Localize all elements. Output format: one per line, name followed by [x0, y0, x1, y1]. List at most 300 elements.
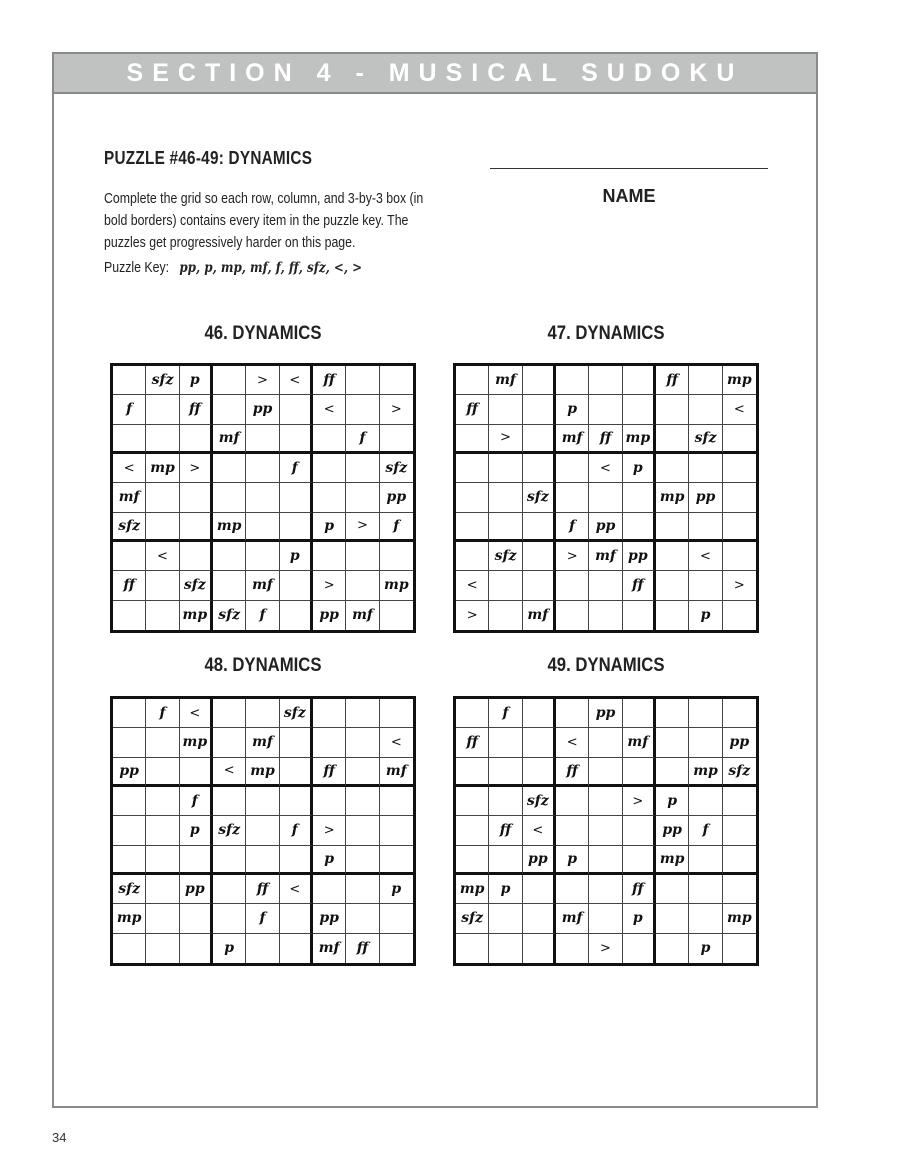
sudoku-cell[interactable]	[656, 904, 689, 933]
sudoku-cell[interactable]	[146, 483, 179, 512]
sudoku-cell[interactable]	[689, 904, 722, 933]
sudoku-cell: ff	[180, 395, 213, 424]
sudoku-cell: >	[346, 513, 379, 542]
sudoku-cell: ff	[623, 571, 656, 600]
sudoku-cell: sfz	[113, 513, 146, 542]
puzzle-title: PUZZLE #46-49: DYNAMICS	[104, 148, 313, 168]
sudoku-cell[interactable]	[656, 699, 689, 728]
sudoku-cell: pp	[723, 728, 756, 757]
sudoku-cell[interactable]	[313, 699, 346, 728]
sudoku-cell[interactable]	[556, 454, 589, 483]
sudoku-cell[interactable]	[346, 904, 379, 933]
sudoku-cell[interactable]	[180, 425, 213, 454]
sudoku-cell[interactable]	[523, 454, 556, 483]
sudoku-cell[interactable]	[523, 699, 556, 728]
sudoku-cell[interactable]	[146, 395, 179, 424]
sudoku-cell[interactable]	[623, 699, 656, 728]
sudoku-cell: p	[556, 395, 589, 424]
sudoku-cell[interactable]	[313, 728, 346, 757]
sudoku-cell: mp	[723, 366, 756, 395]
sudoku-cell: sfz	[723, 758, 756, 787]
sudoku-cell: pp	[589, 699, 622, 728]
sudoku-cell: p	[689, 934, 722, 963]
sudoku-cell[interactable]	[213, 875, 246, 904]
sudoku-cell: ff	[346, 934, 379, 963]
sudoku-cell[interactable]	[689, 571, 722, 600]
sudoku-cell[interactable]	[113, 425, 146, 454]
sudoku-cell[interactable]	[456, 513, 489, 542]
sudoku-cell[interactable]	[246, 483, 279, 512]
sudoku-cell[interactable]	[346, 846, 379, 875]
sudoku-cell: <	[313, 395, 346, 424]
sudoku-cell[interactable]	[623, 395, 656, 424]
sudoku-cell[interactable]	[213, 366, 246, 395]
sudoku-cell[interactable]	[589, 571, 622, 600]
sudoku-cell[interactable]	[213, 571, 246, 600]
sudoku-cell[interactable]	[213, 483, 246, 512]
sudoku-cell[interactable]	[623, 846, 656, 875]
sudoku-cell[interactable]	[213, 454, 246, 483]
sudoku-cell[interactable]	[589, 875, 622, 904]
instructions-text: Complete the grid so each row, column, and 3-by-3 box (in bold borders) contains every item in the puzzle key. The puzzles get progressively harder on this page.	[104, 191, 424, 251]
sudoku-cell[interactable]	[346, 366, 379, 395]
sudoku-cell[interactable]	[489, 934, 522, 963]
sudoku-cell[interactable]	[689, 366, 722, 395]
sudoku-cell[interactable]	[523, 513, 556, 542]
sudoku-cell[interactable]	[656, 601, 689, 630]
sudoku-cell: sfz	[280, 699, 313, 728]
sudoku-cell[interactable]	[146, 758, 179, 787]
sudoku-cell: mp	[113, 904, 146, 933]
sudoku-cell[interactable]	[589, 366, 622, 395]
sudoku-cell[interactable]	[346, 395, 379, 424]
sudoku-cell: f	[346, 425, 379, 454]
sudoku-cell[interactable]	[313, 483, 346, 512]
sudoku-cell: mf	[246, 571, 279, 600]
sudoku-cell: >	[180, 454, 213, 483]
sudoku-cell[interactable]	[723, 875, 756, 904]
sudoku-cell[interactable]	[489, 787, 522, 816]
sudoku-cell: pp	[380, 483, 413, 512]
sudoku-cell[interactable]	[246, 425, 279, 454]
sudoku-cell[interactable]	[113, 934, 146, 963]
sudoku-cell[interactable]	[523, 366, 556, 395]
sudoku-cell[interactable]	[346, 483, 379, 512]
sudoku-cell[interactable]	[723, 542, 756, 571]
sudoku-cell: >	[380, 395, 413, 424]
sudoku-cell[interactable]	[456, 542, 489, 571]
sudoku-cell: ff	[556, 758, 589, 787]
sudoku-cell: >	[589, 934, 622, 963]
sudoku-cell: pp	[589, 513, 622, 542]
sudoku-cell[interactable]	[213, 699, 246, 728]
sudoku-cell[interactable]	[213, 846, 246, 875]
sudoku-cell: ff	[313, 758, 346, 787]
sudoku-cell[interactable]	[723, 483, 756, 512]
sudoku-cell: mp	[623, 425, 656, 454]
sudoku-cell[interactable]	[280, 934, 313, 963]
sudoku-cell[interactable]	[380, 601, 413, 630]
sudoku-cell[interactable]	[246, 816, 279, 845]
sudoku-cell[interactable]	[313, 542, 346, 571]
sudoku-cell[interactable]	[346, 758, 379, 787]
sudoku-cell[interactable]	[180, 542, 213, 571]
sudoku-cell: mf	[113, 483, 146, 512]
sudoku-cell[interactable]	[113, 542, 146, 571]
name-input-line[interactable]	[490, 168, 768, 169]
sudoku-cell[interactable]	[346, 728, 379, 757]
sudoku-cell[interactable]	[689, 728, 722, 757]
sudoku-cell[interactable]	[689, 846, 722, 875]
sudoku-cell[interactable]	[280, 425, 313, 454]
sudoku-cell[interactable]	[346, 571, 379, 600]
sudoku-cell[interactable]	[656, 513, 689, 542]
sudoku-cell[interactable]	[380, 846, 413, 875]
sudoku-cell[interactable]	[280, 513, 313, 542]
sudoku-cell[interactable]	[656, 934, 689, 963]
sudoku-cell: f	[689, 816, 722, 845]
sudoku-cell[interactable]	[146, 425, 179, 454]
sudoku-cell[interactable]	[556, 934, 589, 963]
sudoku-cell[interactable]	[489, 846, 522, 875]
puzzle-46-grid	[110, 363, 416, 633]
sudoku-cell[interactable]	[280, 601, 313, 630]
sudoku-cell[interactable]	[656, 875, 689, 904]
sudoku-cell: mf	[213, 425, 246, 454]
sudoku-cell: sfz	[113, 875, 146, 904]
sudoku-cell[interactable]	[180, 904, 213, 933]
sudoku-cell[interactable]	[723, 816, 756, 845]
sudoku-cell: <	[723, 395, 756, 424]
puzzle-49-grid	[453, 696, 759, 966]
sudoku-cell: <	[456, 571, 489, 600]
sudoku-cell[interactable]	[246, 513, 279, 542]
sudoku-cell: pp	[246, 395, 279, 424]
sudoku-cell[interactable]	[523, 934, 556, 963]
sudoku-cell[interactable]	[380, 934, 413, 963]
sudoku-cell[interactable]	[113, 601, 146, 630]
sudoku-cell: mf	[346, 601, 379, 630]
sudoku-cell: f	[180, 787, 213, 816]
sudoku-cell[interactable]	[589, 395, 622, 424]
sudoku-cell[interactable]	[489, 454, 522, 483]
sudoku-cell[interactable]	[280, 483, 313, 512]
sudoku-cell[interactable]	[589, 758, 622, 787]
sudoku-cell[interactable]	[589, 816, 622, 845]
sudoku-cell: pp	[180, 875, 213, 904]
sudoku-cell[interactable]	[246, 846, 279, 875]
sudoku-cell[interactable]	[489, 904, 522, 933]
sudoku-cell[interactable]	[623, 816, 656, 845]
sudoku-cell[interactable]	[456, 758, 489, 787]
sudoku-cell[interactable]	[213, 787, 246, 816]
sudoku-cell[interactable]	[246, 934, 279, 963]
sudoku-cell[interactable]	[380, 816, 413, 845]
sudoku-cell[interactable]	[656, 395, 689, 424]
sudoku-cell[interactable]	[180, 934, 213, 963]
sudoku-cell[interactable]	[246, 787, 279, 816]
sudoku-cell: pp	[689, 483, 722, 512]
sudoku-cell: >	[489, 425, 522, 454]
sudoku-cell[interactable]	[523, 542, 556, 571]
sudoku-cell[interactable]	[523, 904, 556, 933]
sudoku-cell: p	[623, 904, 656, 933]
sudoku-cell[interactable]	[146, 601, 179, 630]
puzzle-46-title: 46. DYNAMICS	[204, 323, 322, 344]
sudoku-cell[interactable]	[523, 425, 556, 454]
sudoku-cell: pp	[523, 846, 556, 875]
sudoku-cell[interactable]	[346, 875, 379, 904]
sudoku-cell: mp	[213, 513, 246, 542]
sudoku-cell[interactable]	[213, 542, 246, 571]
sudoku-cell: f	[246, 601, 279, 630]
sudoku-cell[interactable]	[313, 454, 346, 483]
sudoku-cell: >	[456, 601, 489, 630]
sudoku-cell[interactable]	[523, 571, 556, 600]
sudoku-cell: mp	[656, 846, 689, 875]
sudoku-cell: mf	[246, 728, 279, 757]
sudoku-cell[interactable]	[723, 425, 756, 454]
sudoku-cell[interactable]	[556, 366, 589, 395]
sudoku-cell[interactable]	[489, 571, 522, 600]
sudoku-cell[interactable]	[113, 787, 146, 816]
sudoku-cell[interactable]	[689, 699, 722, 728]
sudoku-cell[interactable]	[146, 816, 179, 845]
sudoku-cell[interactable]	[556, 601, 589, 630]
sudoku-cell[interactable]	[346, 787, 379, 816]
sudoku-cell[interactable]	[280, 904, 313, 933]
sudoku-cell[interactable]	[623, 934, 656, 963]
sudoku-cell: >	[723, 571, 756, 600]
sudoku-cell[interactable]	[180, 758, 213, 787]
sudoku-cell[interactable]	[623, 513, 656, 542]
sudoku-cell[interactable]	[313, 875, 346, 904]
sudoku-cell[interactable]	[280, 787, 313, 816]
sudoku-cell[interactable]	[623, 601, 656, 630]
sudoku-cell[interactable]	[113, 728, 146, 757]
sudoku-cell: sfz	[456, 904, 489, 933]
sudoku-cell[interactable]	[113, 699, 146, 728]
sudoku-cell[interactable]	[489, 601, 522, 630]
sudoku-cell: p	[380, 875, 413, 904]
sudoku-cell: p	[489, 875, 522, 904]
sudoku-cell[interactable]	[456, 787, 489, 816]
sudoku-cell[interactable]	[523, 728, 556, 757]
sudoku-cell: <	[280, 875, 313, 904]
sudoku-cell: mp	[689, 758, 722, 787]
sudoku-cell: ff	[246, 875, 279, 904]
sudoku-cell: mf	[489, 366, 522, 395]
sudoku-cell[interactable]	[380, 425, 413, 454]
section-banner	[54, 54, 816, 94]
sudoku-cell[interactable]	[346, 454, 379, 483]
sudoku-cell[interactable]	[489, 513, 522, 542]
sudoku-cell[interactable]	[489, 395, 522, 424]
sudoku-cell[interactable]	[280, 571, 313, 600]
sudoku-cell[interactable]	[589, 846, 622, 875]
sudoku-cell: f	[246, 904, 279, 933]
sudoku-cell[interactable]	[313, 425, 346, 454]
sudoku-cell: f	[113, 395, 146, 424]
sudoku-cell[interactable]	[723, 601, 756, 630]
sudoku-cell: mp	[656, 483, 689, 512]
sudoku-cell: mf	[589, 542, 622, 571]
sudoku-cell[interactable]	[456, 699, 489, 728]
sudoku-cell[interactable]	[380, 787, 413, 816]
sudoku-cell[interactable]	[113, 846, 146, 875]
sudoku-cell[interactable]	[489, 758, 522, 787]
sudoku-cell[interactable]	[556, 816, 589, 845]
sudoku-cell: sfz	[146, 366, 179, 395]
sudoku-cell[interactable]	[689, 395, 722, 424]
sudoku-cell[interactable]	[589, 787, 622, 816]
sudoku-cell[interactable]	[489, 483, 522, 512]
sudoku-cell[interactable]	[146, 728, 179, 757]
sudoku-cell[interactable]	[556, 787, 589, 816]
sudoku-cell[interactable]	[113, 816, 146, 845]
sudoku-cell[interactable]	[380, 366, 413, 395]
sudoku-cell[interactable]	[313, 787, 346, 816]
sudoku-cell[interactable]	[280, 728, 313, 757]
sudoku-cell: mp	[723, 904, 756, 933]
sudoku-cell[interactable]	[280, 846, 313, 875]
sudoku-cell: mp	[246, 758, 279, 787]
sudoku-cell: pp	[313, 601, 346, 630]
puzzle-key-items: pp, p, mp, mf, f, ff, sfz, <, >	[179, 260, 363, 276]
sudoku-cell[interactable]	[380, 699, 413, 728]
sudoku-cell[interactable]	[656, 728, 689, 757]
sudoku-cell[interactable]	[623, 483, 656, 512]
sudoku-cell: <	[146, 542, 179, 571]
sudoku-cell: p	[556, 846, 589, 875]
sudoku-cell[interactable]	[380, 904, 413, 933]
sudoku-cell[interactable]	[589, 601, 622, 630]
sudoku-cell[interactable]	[456, 934, 489, 963]
sudoku-cell[interactable]	[656, 542, 689, 571]
sudoku-cell[interactable]	[723, 454, 756, 483]
sudoku-cell[interactable]	[146, 787, 179, 816]
sudoku-cell: sfz	[489, 542, 522, 571]
sudoku-cell[interactable]	[589, 728, 622, 757]
sudoku-cell: p	[180, 366, 213, 395]
sudoku-cell[interactable]	[246, 699, 279, 728]
sudoku-cell[interactable]	[589, 904, 622, 933]
sudoku-cell[interactable]	[146, 513, 179, 542]
sudoku-cell[interactable]	[180, 846, 213, 875]
sudoku-cell[interactable]	[456, 366, 489, 395]
sudoku-cell[interactable]	[556, 571, 589, 600]
sudoku-cell[interactable]	[689, 787, 722, 816]
puzzle-48-title: 48. DYNAMICS	[204, 655, 322, 676]
sudoku-cell[interactable]	[556, 875, 589, 904]
sudoku-cell: ff	[456, 395, 489, 424]
sudoku-cell[interactable]	[689, 875, 722, 904]
sudoku-cell: sfz	[523, 483, 556, 512]
sudoku-cell[interactable]	[246, 542, 279, 571]
sudoku-cell[interactable]	[656, 425, 689, 454]
sudoku-cell[interactable]	[656, 758, 689, 787]
sudoku-cell[interactable]	[280, 758, 313, 787]
sudoku-cell[interactable]	[213, 395, 246, 424]
sudoku-cell: mf	[523, 601, 556, 630]
sudoku-cell: mf	[556, 425, 589, 454]
puzzle-47-grid	[453, 363, 759, 633]
sudoku-cell[interactable]	[656, 454, 689, 483]
sudoku-cell[interactable]	[689, 513, 722, 542]
sudoku-cell: <	[523, 816, 556, 845]
sudoku-cell: f	[280, 454, 313, 483]
sudoku-cell[interactable]	[623, 758, 656, 787]
sudoku-cell[interactable]	[180, 513, 213, 542]
sudoku-cell[interactable]	[346, 816, 379, 845]
sudoku-cell: >	[246, 366, 279, 395]
sudoku-cell[interactable]	[689, 454, 722, 483]
sudoku-cell[interactable]	[146, 846, 179, 875]
sudoku-cell[interactable]	[723, 934, 756, 963]
sudoku-cell: pp	[656, 816, 689, 845]
sudoku-cell[interactable]	[723, 787, 756, 816]
sudoku-cell[interactable]	[556, 483, 589, 512]
sudoku-cell[interactable]	[723, 699, 756, 728]
sudoku-cell[interactable]	[213, 904, 246, 933]
sudoku-cell: p	[313, 513, 346, 542]
sudoku-cell: p	[689, 601, 722, 630]
sudoku-cell[interactable]	[380, 542, 413, 571]
sudoku-cell[interactable]	[456, 454, 489, 483]
sudoku-cell[interactable]	[146, 571, 179, 600]
sudoku-cell: ff	[313, 366, 346, 395]
sudoku-cell[interactable]	[146, 875, 179, 904]
sudoku-cell[interactable]	[556, 699, 589, 728]
sudoku-cell: <	[689, 542, 722, 571]
sudoku-cell[interactable]	[346, 699, 379, 728]
section-banner-text: SECTION 4 - MUSICAL SUDOKU	[126, 58, 744, 87]
sudoku-cell: <	[556, 728, 589, 757]
sudoku-cell[interactable]	[213, 728, 246, 757]
sudoku-cell: p	[313, 846, 346, 875]
sudoku-cell[interactable]	[180, 483, 213, 512]
sudoku-cell[interactable]	[723, 846, 756, 875]
sudoku-cell: sfz	[213, 601, 246, 630]
sudoku-cell[interactable]	[589, 483, 622, 512]
sudoku-cell: mp	[456, 875, 489, 904]
sudoku-cell: <	[213, 758, 246, 787]
sudoku-cell[interactable]	[456, 816, 489, 845]
sudoku-cell[interactable]	[456, 846, 489, 875]
sudoku-cell[interactable]	[723, 513, 756, 542]
sudoku-cell[interactable]	[113, 366, 146, 395]
sudoku-cell: >	[623, 787, 656, 816]
sudoku-cell[interactable]	[456, 425, 489, 454]
sudoku-cell[interactable]	[523, 395, 556, 424]
sudoku-cell[interactable]	[489, 728, 522, 757]
sudoku-cell[interactable]	[146, 904, 179, 933]
sudoku-cell: p	[213, 934, 246, 963]
sudoku-cell[interactable]	[280, 395, 313, 424]
sudoku-cell[interactable]	[623, 366, 656, 395]
sudoku-cell[interactable]	[456, 483, 489, 512]
sudoku-cell: p	[180, 816, 213, 845]
sudoku-cell: p	[623, 454, 656, 483]
sudoku-cell: f	[146, 699, 179, 728]
sudoku-cell[interactable]	[523, 758, 556, 787]
sudoku-cell[interactable]	[523, 875, 556, 904]
sudoku-cell[interactable]	[246, 454, 279, 483]
sudoku-cell[interactable]	[346, 542, 379, 571]
sudoku-cell[interactable]	[656, 571, 689, 600]
sudoku-cell[interactable]	[146, 934, 179, 963]
sudoku-cell: mf	[623, 728, 656, 757]
